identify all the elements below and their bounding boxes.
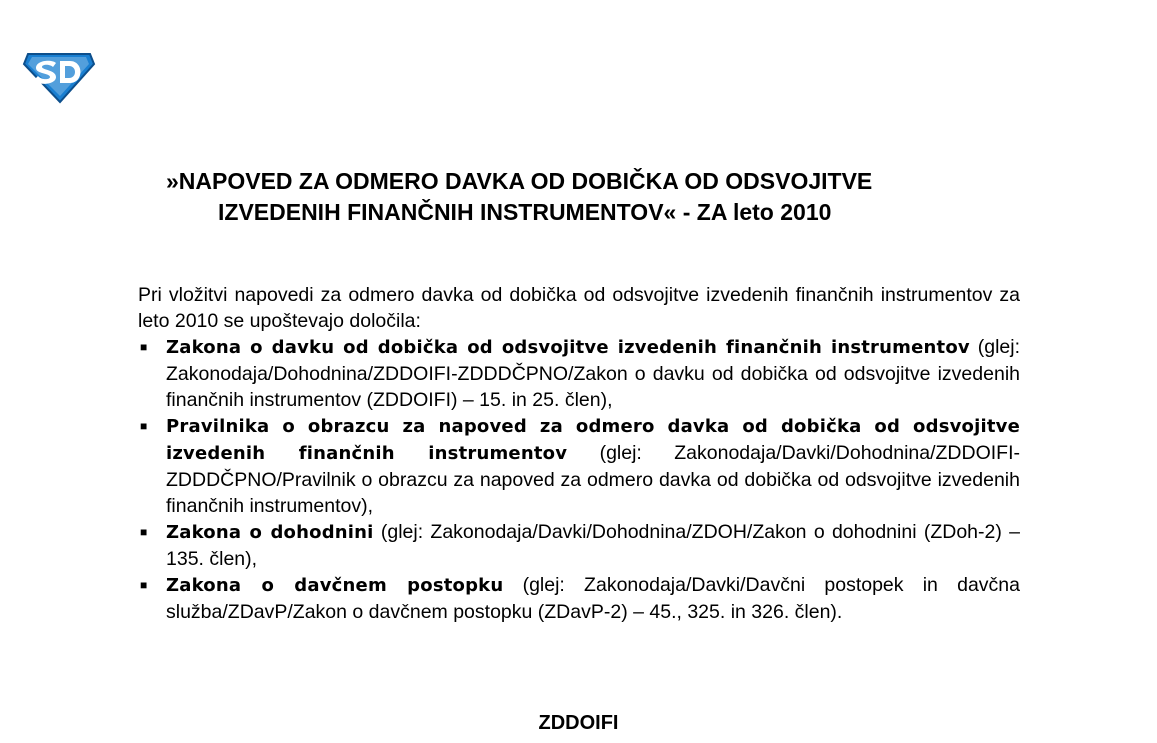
document-body [138,282,1020,625]
list-item [138,572,1020,625]
law-name: Zakona o dohodnini [166,522,374,543]
list-item [138,519,1020,572]
bullet-icon: ■ [140,525,148,539]
law-name: Pravilnika o obrazcu za napoved za odmero davka od dobička od odsvojitve izvedenih finančnih instrumentov [166,416,1020,464]
title-line-2: IZVEDENIH FINANČNIH INSTRUMENTOV« - ZA leto 2010 [218,199,832,225]
section-heading: ZDDOIFI [538,712,619,734]
sd-logo-icon [22,46,96,104]
law-reference: (glej: Zakonodaja/Davki/Davčni postopek in davčna služba/ZDavP/Zakon o davčnem postopku (ZDavP-2) – 45., 325. in 326. člen). [166,574,1020,623]
list-item [138,413,1020,519]
bullet-icon: ■ [140,419,148,433]
law-reference: (glej: Zakonodaja/Davki/Dohodnina/ZDDOIFI-ZDDDČPNO/Pravilnik o obrazcu za napoved za odmero davka od dobička od odsvojitve izvedenih finančnih instrumentov), [166,442,1020,517]
law-reference: (glej: Zakonodaja/Davki/Dohodnina/ZDOH/Zakon o dohodnini (ZDoh-2) – 135. člen), [166,521,1020,570]
title-line-1: »NAPOVED ZA ODMERO DAVKA OD DOBIČKA OD ODSVOJITVE [166,168,873,194]
law-name: Zakona o davčnem postopku [166,575,504,596]
regulations-list [138,334,1020,625]
list-item [138,334,1020,413]
bullet-icon: ■ [140,340,148,354]
law-reference: (glej: Zakonodaja/Dohodnina/ZDDOIFI-ZDDDČPNO/Zakon o davku od dobička od odsvojitve izvedenih finančnih instrumentov (ZDDOIFI) – 15. in 25. člen), [166,336,1020,411]
law-name: Zakona o davku od dobička od odsvojitve izvedenih finančnih instrumentov [166,337,970,358]
intro-paragraph: Pri vložitvi napovedi za odmero davka od dobička od odsvojitve izvedenih finančnih instrumentov za leto 2010 se upoštevajo določila: [138,284,1020,332]
bullet-icon: ■ [140,578,148,592]
document-title [110,166,1050,228]
